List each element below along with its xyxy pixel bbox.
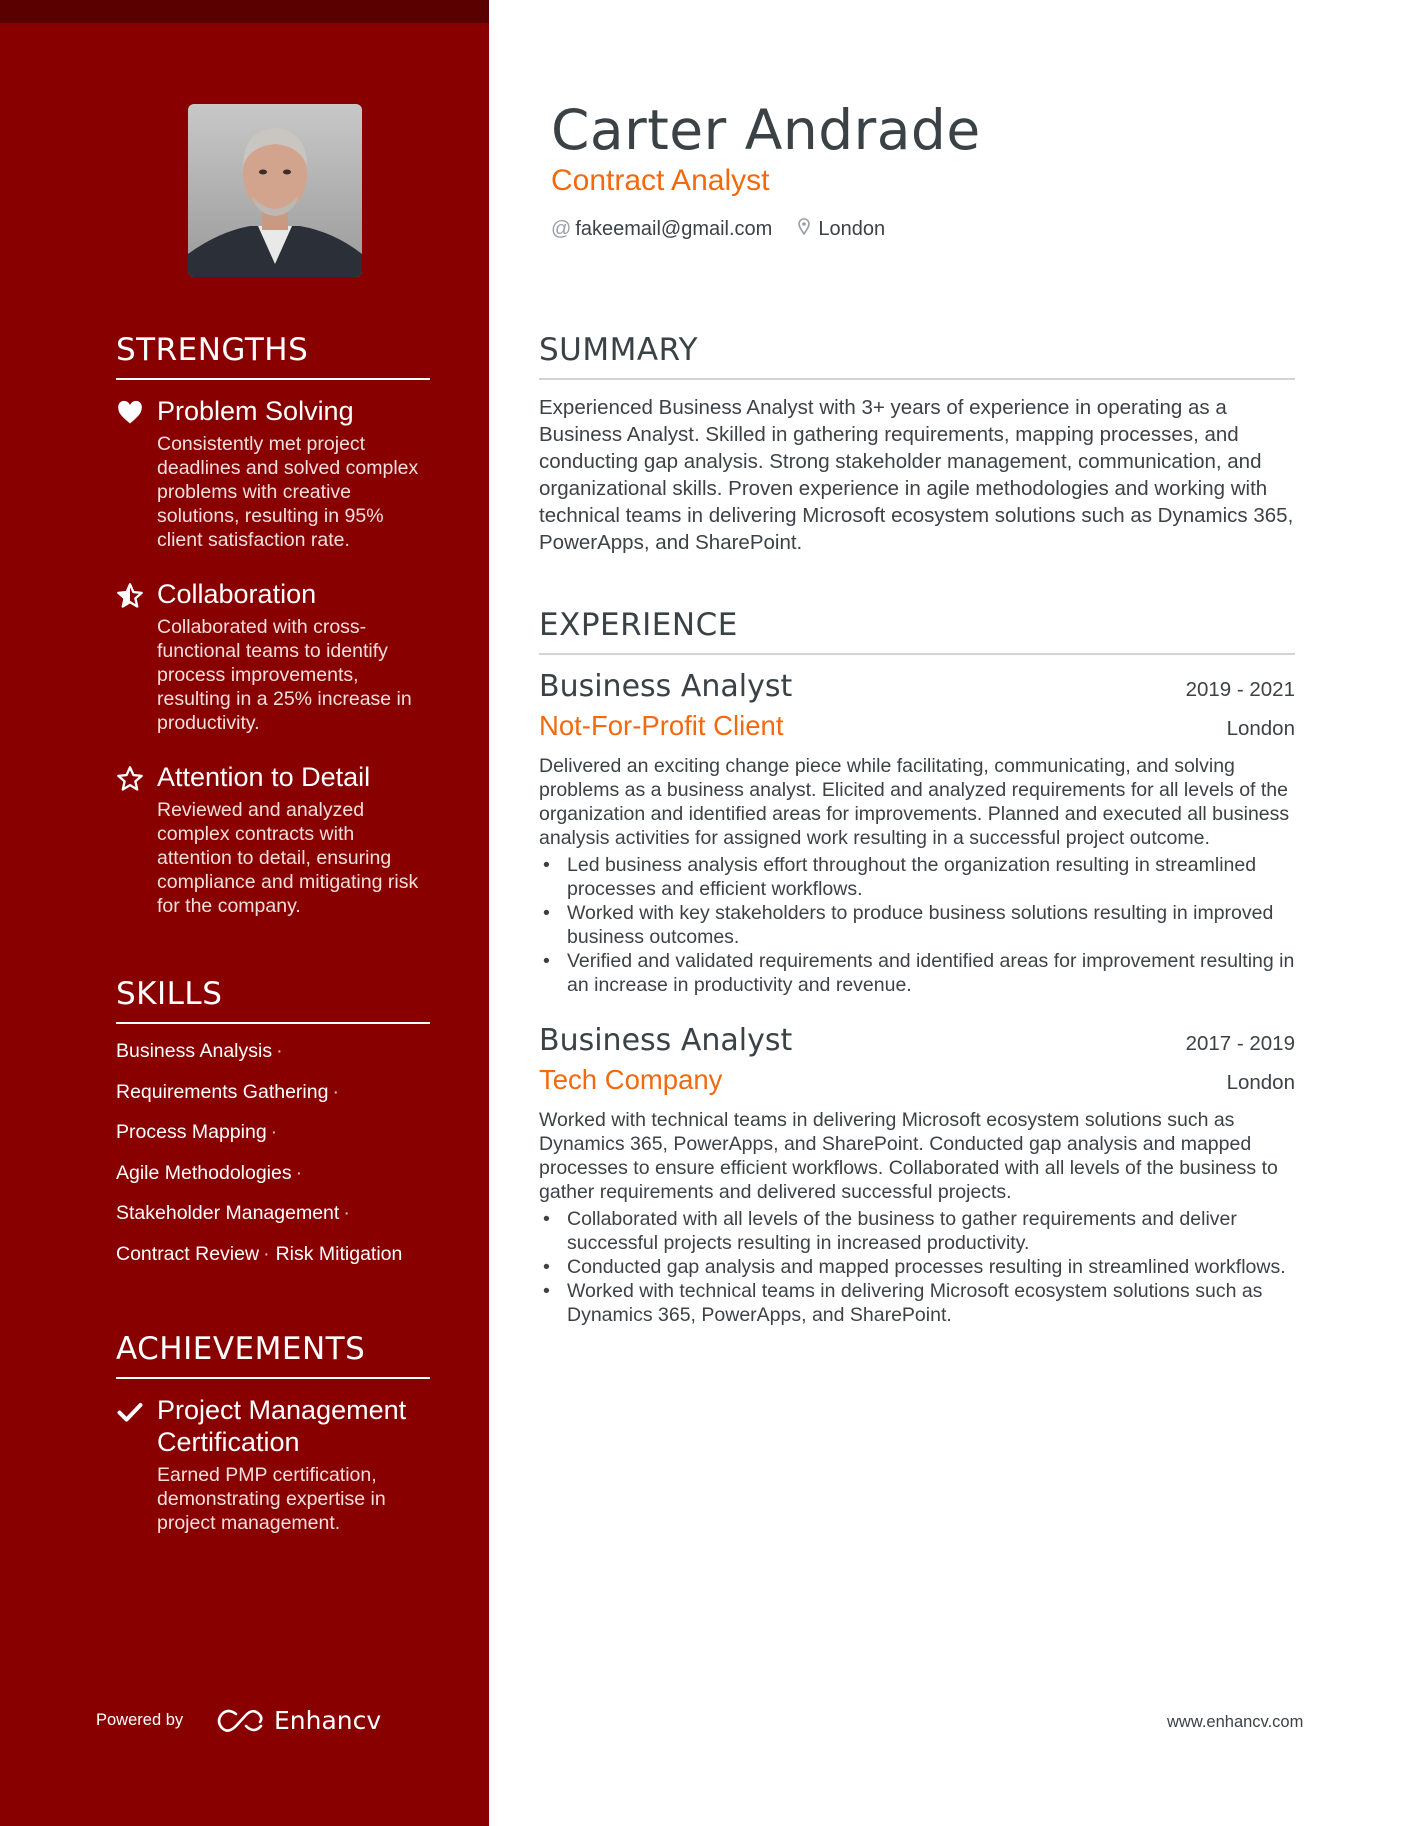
email[interactable]: fakeemail@gmail.com (575, 218, 773, 240)
list-item: • Worked with technical teams in delivering Microsoft ecosystem solutions such as Dynamics 365, PowerApps, and SharePoint. (539, 1279, 1295, 1327)
job-title: Business Analyst (539, 1023, 793, 1058)
skill-item: Agile Methodologies · (116, 1161, 303, 1184)
location-pin-icon (798, 218, 810, 241)
achievements-section (116, 1331, 430, 1535)
experience-title: EXPERIENCE (539, 607, 1295, 655)
candidate-name: Carter Andrade (551, 98, 981, 162)
strength-item (116, 578, 430, 735)
contact-row (551, 218, 885, 241)
location: London (818, 218, 886, 240)
summary-text: Experienced Business Analyst with 3+ years of experience in operating as a Business Analyst. Skilled in gathering requirements, mapping processes, and conducting gap analysis. Strong stakeholder management, communication, and organizational skills. Proven experience in agile methodologies and working with technical teams in delivering Microsoft ecosystem solutions such as Dynamics 365, PowerApps, and SharePoint. (539, 396, 1294, 554)
job-dates: 2017 - 2019 (1185, 1032, 1295, 1055)
strength-title: Collaboration (157, 579, 317, 609)
achievement-description: Earned PMP certification, demonstrating expertise in project management. (157, 1464, 386, 1534)
job-entry (539, 1023, 1295, 1327)
job-entry (539, 669, 1295, 997)
strength-title: Attention to Detail (157, 762, 371, 792)
skill-item: Process Mapping · (116, 1121, 278, 1143)
strengths-title: STRENGTHS (116, 332, 430, 380)
list-item: • Worked with key stakeholders to produce business solutions resulting in improved business outcomes. (539, 901, 1295, 949)
heart-icon (116, 399, 144, 427)
candidate-role: Contract Analyst (551, 164, 770, 197)
job-bullets (539, 853, 1295, 997)
strength-description: Reviewed and analyzed complex contracts with attention to detail, ensuring compliance and mitigating risk for the company. (157, 799, 419, 917)
strength-item (116, 395, 430, 552)
list-item: • Led business analysis effort throughout the organization resulting in streamlined processes and efficient workflows. (539, 853, 1295, 901)
strength-description: Consistently met project deadlines and solved complex problems with creative solutions, resulting in 95% client satisfaction rate. (157, 433, 419, 551)
job-bullets (539, 1207, 1295, 1327)
job-location: London (1226, 717, 1295, 740)
skills-list (116, 1039, 430, 1282)
job-dates: 2019 - 2021 (1185, 678, 1295, 701)
skills-title: SKILLS (116, 976, 430, 1024)
summary-section (539, 332, 1295, 556)
job-description: Worked with technical teams in delivering Microsoft ecosystem solutions such as Dynamics 365, PowerApps, and SharePoint. Conducted gap analysis and mapped processes to ensure efficient workflows. Collaborated with all levels of the business to gather requirements and delivered successful projects. (539, 1109, 1278, 1203)
checkmark-icon (116, 1398, 144, 1426)
enhancv-brand: Enhancv (274, 1706, 382, 1735)
skill-item: Contract Review · Risk Mitigation (116, 1242, 403, 1265)
sidebar-top-bar (0, 0, 489, 23)
list-item: • Verified and validated requirements and identified areas for improvement resulting in an increase in productivity and revenue. (539, 949, 1295, 997)
powered-by-label: Powered by (96, 1711, 184, 1729)
job-location: London (1226, 1071, 1295, 1094)
list-item: • Conducted gap analysis and mapped processes resulting in streamlined workflows. (539, 1255, 1295, 1279)
company-name: Not-For-Profit Client (539, 710, 784, 741)
summary-title: SUMMARY (539, 332, 1295, 380)
star-outline-icon (116, 765, 144, 793)
enhancv-logo-icon (216, 1706, 266, 1736)
strength-item (116, 761, 430, 918)
company-name: Tech Company (539, 1064, 723, 1095)
skill-item: Business Analysis · (116, 1040, 283, 1062)
job-title: Business Analyst (539, 669, 793, 704)
skill-item: Requirements Gathering · (116, 1080, 339, 1103)
website-link[interactable]: www.enhancv.com (1167, 1713, 1304, 1731)
skills-section (116, 976, 430, 1282)
strength-description: Collaborated with cross-functional teams to identify process improvements, resulting in a 25% increase in productivity. (157, 616, 412, 734)
list-item: • Collaborated with all levels of the business to gather requirements and deliver successful projects resulting in increased productivity. (539, 1207, 1295, 1255)
achievements-title: ACHIEVEMENTS (116, 1331, 430, 1379)
strength-title: Problem Solving (157, 396, 354, 426)
job-description: Delivered an exciting change piece while facilitating, communicating, and solving problems as a business analyst. Elicited and analyzed requirements for all levels of the organization and identified areas for improvements. Planned and executed all business analysis activities for assigned work resulting in a successful project outcome. (539, 755, 1290, 849)
skill-item: Stakeholder Management · (116, 1202, 350, 1224)
strengths-section (116, 332, 430, 918)
achievement-title: Project Management Certification (157, 1395, 407, 1457)
star-half-icon (116, 582, 144, 610)
avatar (188, 104, 362, 277)
achievement-item (116, 1394, 430, 1535)
experience-section (539, 607, 1295, 1327)
at-icon: @ (551, 218, 572, 240)
